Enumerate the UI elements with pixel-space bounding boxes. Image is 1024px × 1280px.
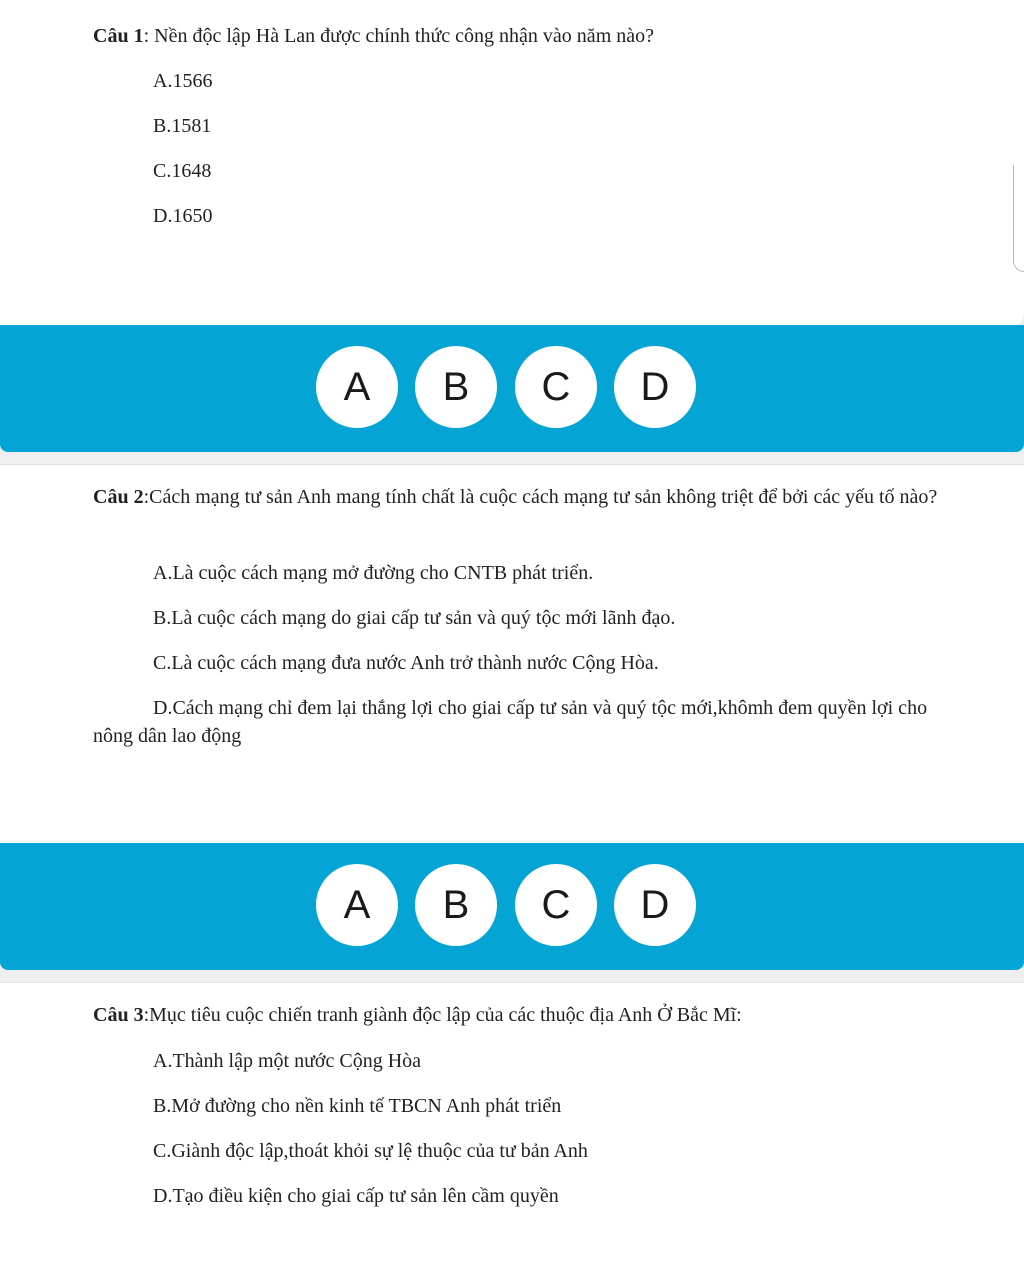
answer-b-button[interactable]: B bbox=[415, 346, 497, 428]
question-3-text bbox=[93, 1001, 964, 1029]
answer-c-button[interactable]: C bbox=[515, 864, 597, 946]
answer-b-button[interactable]: B bbox=[415, 864, 497, 946]
question-card-1 bbox=[0, 0, 1024, 326]
question-1-option-b: B.1581 bbox=[153, 115, 212, 137]
answer-d-button[interactable]: D bbox=[614, 864, 696, 946]
answer-a-button[interactable]: A bbox=[316, 346, 398, 428]
answer-bar-1 bbox=[0, 325, 1024, 452]
question-2-option-a: A.Là cuộc cách mạng mở đường cho CNTB phát triển. bbox=[153, 562, 594, 584]
question-card-2 bbox=[0, 464, 1024, 844]
question-1-option-a: A.1566 bbox=[153, 70, 213, 92]
question-2-option-b: B.Là cuộc cách mạng do giai cấp tư sản và quý tộc mới lãnh đạo. bbox=[153, 607, 676, 629]
question-1-option-d: D.1650 bbox=[153, 205, 213, 227]
answer-bar-2 bbox=[0, 843, 1024, 970]
question-2-body: :Cách mạng tư sản Anh mang tính chất là cuộc cách mạng tư sản không triệt để bởi các yếu tố nào? bbox=[143, 486, 938, 508]
question-3-option-d: D.Tạo điều kiện cho giai cấp tư sản lên cầm quyền bbox=[153, 1185, 559, 1207]
question-3-option-a: A.Thành lập một nước Cộng Hòa bbox=[153, 1050, 422, 1072]
question-2-option-d: D.Cách mạng chỉ đem lại thắng lợi cho giai cấp tư sản và quý tộc mới,khômh đem quyền lợi cho nông dân lao động bbox=[93, 697, 928, 747]
scroll-edge bbox=[1013, 165, 1024, 272]
answer-d-button[interactable]: D bbox=[614, 346, 696, 428]
question-3-body: :Mục tiêu cuộc chiến tranh giành độc lập của các thuộc địa Anh Ở Bắc Mĩ: bbox=[143, 1004, 742, 1026]
question-2-text bbox=[93, 483, 964, 511]
question-1-number: Câu 1 bbox=[93, 25, 144, 47]
answer-c-button[interactable]: C bbox=[515, 346, 597, 428]
question-2-option-c: C.Là cuộc cách mạng đưa nước Anh trở thành nước Cộng Hòa. bbox=[153, 652, 659, 674]
question-1-body: : Nền độc lập Hà Lan được chính thức công nhận vào năm nào? bbox=[143, 25, 654, 47]
question-2-number: Câu 2 bbox=[93, 486, 144, 508]
question-card-3 bbox=[0, 982, 1024, 1280]
question-3-option-c: C.Giành độc lập,thoát khỏi sự lệ thuộc của tư bản Anh bbox=[153, 1140, 588, 1162]
question-3-number: Câu 3 bbox=[93, 1004, 144, 1026]
answer-a-button[interactable]: A bbox=[316, 864, 398, 946]
question-1-option-c: C.1648 bbox=[153, 160, 212, 182]
question-1-text bbox=[93, 22, 964, 50]
question-3-option-b: B.Mở đường cho nền kinh tế TBCN Anh phát triển bbox=[153, 1095, 562, 1117]
